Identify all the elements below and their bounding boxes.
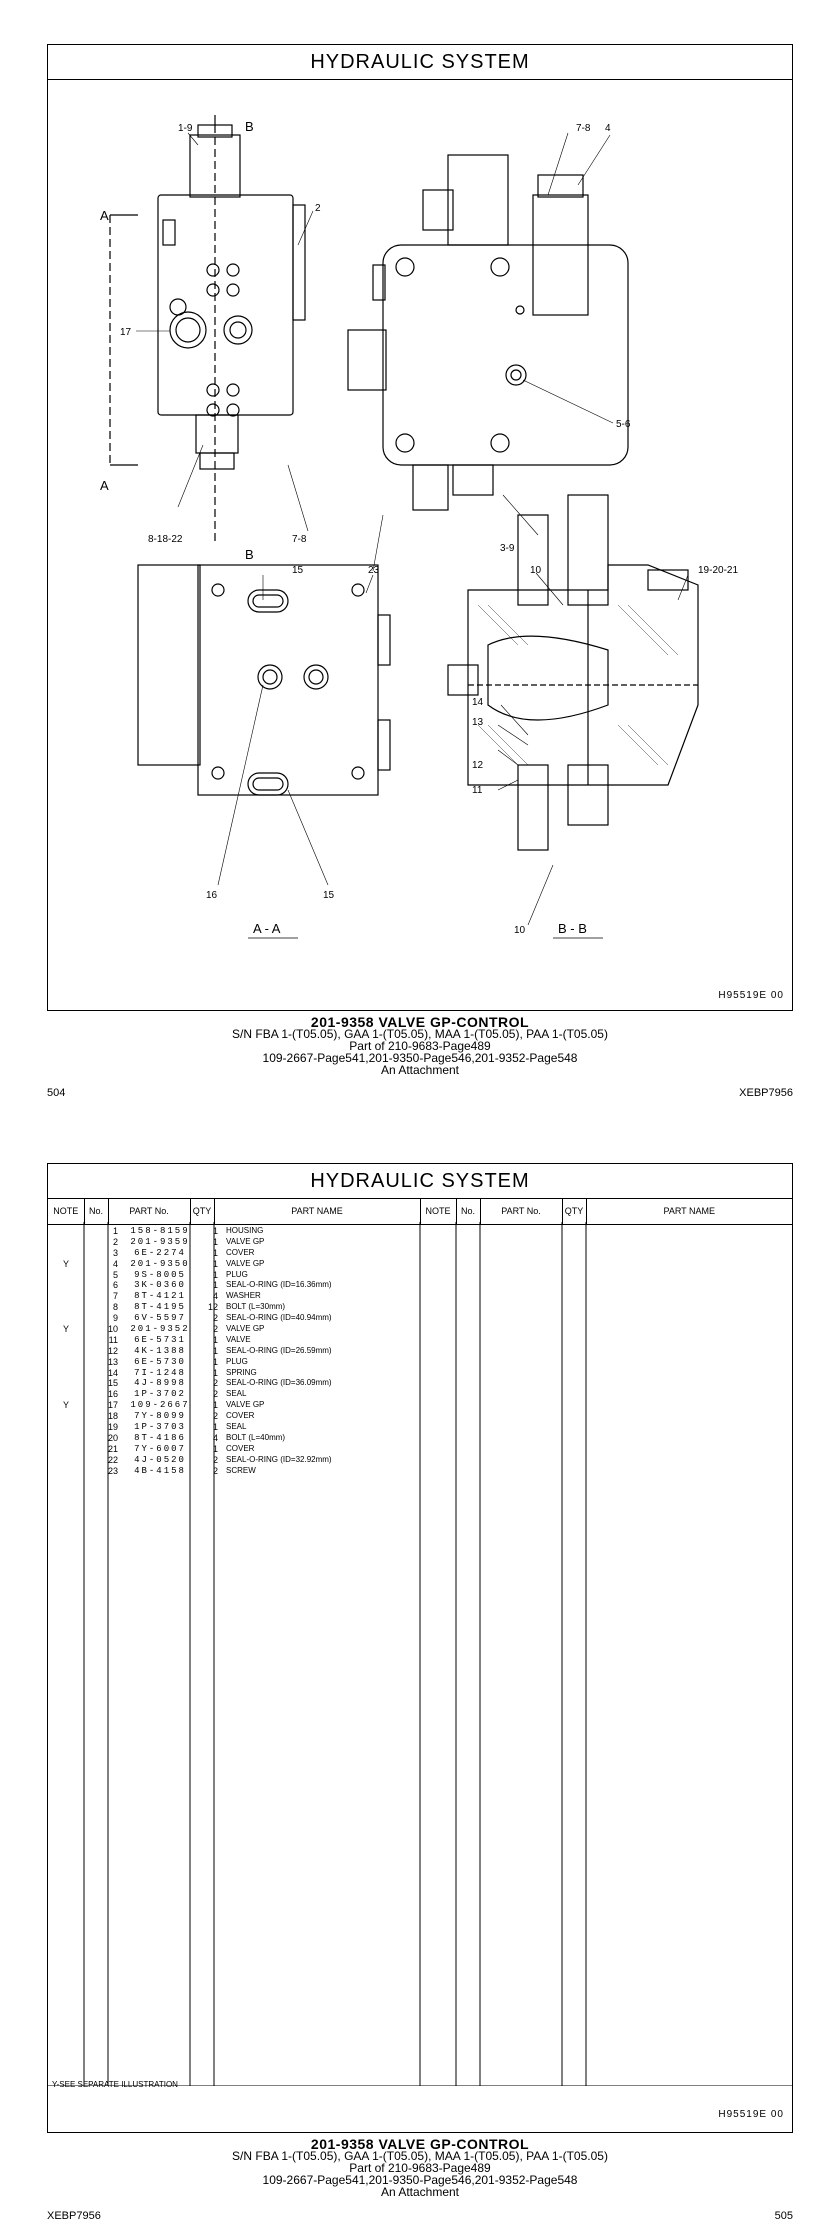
part-number-cell: 1P-3703 xyxy=(134,1422,186,1433)
quantity-cell: 1 xyxy=(212,1367,218,1378)
item-number-cell: 11 xyxy=(108,1334,118,1345)
item-number-cell: 6 xyxy=(112,1280,118,1291)
part-name-cell: COVER xyxy=(226,1411,255,1421)
part-name-cell: PLUG xyxy=(226,1269,248,1279)
table-row xyxy=(48,1259,428,1270)
part-name-cell: SEAL-O-RING (ID=36.09mm) xyxy=(226,1378,332,1388)
header-part-no-2: PART No. xyxy=(480,1198,562,1225)
item-number-cell: 9 xyxy=(112,1313,118,1324)
callout-1-9: 1-9 xyxy=(178,123,193,134)
caption-top xyxy=(0,1016,840,1076)
part-number-cell: 8T-4121 xyxy=(134,1291,186,1302)
table-row xyxy=(48,1422,428,1433)
part-number-cell: 4B-4158 xyxy=(134,1465,186,1476)
item-number-cell: 17 xyxy=(107,1400,118,1411)
callout-b-bottom: B xyxy=(245,547,254,562)
header-part-no: PART No. xyxy=(108,1198,190,1225)
callout-10-top: 10 xyxy=(530,565,542,576)
part-name-cell: COVER xyxy=(226,1443,255,1453)
caption-line: S/N FBA 1-(T05.05), GAA 1-(T05.05), MAA 1-(T05.05), PAA 1-(T05.05) xyxy=(232,2149,608,2163)
callout-11: 11 xyxy=(472,785,483,796)
table-row xyxy=(48,1357,428,1368)
part-number-cell: 201-9352 xyxy=(130,1324,190,1335)
callout-7-8-top: 7-8 xyxy=(576,123,591,134)
item-number-cell: 13 xyxy=(107,1356,118,1367)
quantity-cell: 2 xyxy=(212,1465,218,1476)
header-part-name-2: PART NAME xyxy=(586,1198,792,1225)
item-number-cell: 5 xyxy=(112,1269,118,1280)
part-name-cell: VALVE GP xyxy=(226,1400,265,1410)
callout-a-top: A xyxy=(100,208,109,223)
item-number-cell: 22 xyxy=(107,1454,118,1465)
part-name-cell: SEAL xyxy=(226,1389,247,1399)
quantity-cell: 1 xyxy=(212,1269,218,1280)
quantity-cell: 1 xyxy=(212,1422,218,1433)
header-qty-2: QTY xyxy=(562,1198,586,1225)
caption-line: 109-2667-Page541,201-9350-Page546,201-9352-Page548 xyxy=(262,2173,578,2187)
table-row xyxy=(48,1389,428,1400)
caption-line: An Attachment xyxy=(380,2185,460,2199)
part-name-cell: BOLT (L=40mm) xyxy=(226,1432,286,1442)
part-number-cell: 6E-5730 xyxy=(134,1356,186,1367)
top-body xyxy=(448,155,508,245)
part-name-cell: SCREW xyxy=(226,1465,256,1475)
part-name-cell: SEAL-O-RING (ID=26.59mm) xyxy=(226,1345,332,1355)
header-qty: QTY xyxy=(190,1198,214,1225)
callout-15-bottom: 15 xyxy=(323,890,335,901)
caption-title-2: 201-9358 VALVE GP-CONTROL xyxy=(310,2136,530,2152)
quantity-cell: 4 xyxy=(212,1291,218,1302)
page-number-right: 505 xyxy=(774,2210,793,2222)
callout-10-bottom: 10 xyxy=(514,925,526,936)
caption-line: 109-2667-Page541,201-9350-Page546,201-9352-Page548 xyxy=(262,1051,578,1065)
item-number-cell: 12 xyxy=(107,1345,118,1356)
relief-valve xyxy=(533,195,588,315)
quantity-cell: 1 xyxy=(212,1258,218,1269)
valve-body-front xyxy=(383,245,628,465)
callout-a-bottom: A xyxy=(100,478,109,493)
port-17 xyxy=(170,312,206,348)
callout-5-6: 5-6 xyxy=(616,419,631,430)
quantity-cell: 1 xyxy=(212,1247,218,1258)
part-number-cell: 6E-5731 xyxy=(134,1334,186,1345)
page-title-2: HYDRAULIC SYSTEM xyxy=(48,1164,792,1199)
part-number-cell: 158-8159 xyxy=(130,1226,190,1236)
part-name-cell: SEAL-O-RING (ID=32.92mm) xyxy=(226,1454,332,1464)
quantity-cell: 2 xyxy=(212,1378,218,1389)
callout-23: 23 xyxy=(368,565,380,576)
section-aa-label: A - A xyxy=(253,921,281,936)
table-row xyxy=(48,1411,428,1422)
quantity-cell: 2 xyxy=(212,1411,218,1422)
part-number-cell: 4J-0520 xyxy=(134,1454,186,1465)
header-no-2: No. xyxy=(456,1198,480,1225)
part-number-cell: 201-9359 xyxy=(130,1236,190,1247)
header-note-2: NOTE xyxy=(420,1198,456,1225)
callout-3-9: 3-9 xyxy=(500,543,515,554)
quantity-cell: 2 xyxy=(212,1324,218,1335)
part-number-cell: 3K-0360 xyxy=(134,1280,186,1291)
item-number-cell: 7 xyxy=(112,1291,118,1302)
caption-line: Part of 210-9683-Page489 xyxy=(349,2161,491,2175)
quantity-cell: 2 xyxy=(212,1454,218,1465)
quantity-cell: 1 xyxy=(212,1280,218,1291)
table-row xyxy=(48,1324,428,1335)
item-number-cell: 18 xyxy=(107,1411,118,1422)
table-row xyxy=(48,1313,428,1324)
illustration-code: H95519E 00 xyxy=(718,990,784,1001)
note-cell: Y xyxy=(62,1400,69,1411)
table-row xyxy=(48,1237,428,1248)
callout-4: 4 xyxy=(605,123,611,134)
quantity-cell: 2 xyxy=(212,1389,218,1400)
note-cell: Y xyxy=(62,1324,69,1335)
header-no: No. xyxy=(84,1198,108,1225)
item-number-cell: 3 xyxy=(112,1247,118,1258)
table-row xyxy=(48,1455,428,1466)
caption-title: 201-9358 VALVE GP-CONTROL xyxy=(310,1014,530,1030)
table-row xyxy=(48,1248,428,1259)
callout-15-top: 15 xyxy=(292,565,304,576)
caption-line: An Attachment xyxy=(380,1063,460,1077)
parts-table-header xyxy=(48,1198,792,1225)
quantity-cell: 1 xyxy=(212,1226,218,1236)
part-number-cell: 7Y-8099 xyxy=(134,1411,186,1422)
header-part-name: PART NAME xyxy=(214,1198,420,1225)
caption-line: Part of 210-9683-Page489 xyxy=(349,1039,491,1053)
callout-19-20-21: 19-20-21 xyxy=(698,565,739,576)
part-name-cell: SEAL xyxy=(226,1422,247,1432)
illustration-frame xyxy=(47,44,793,1011)
caption-bottom xyxy=(0,2138,840,2198)
item-number-cell: 8 xyxy=(112,1302,118,1313)
part-name-cell: VALVE GP xyxy=(226,1258,265,1268)
valve-illustration xyxy=(48,45,792,1010)
quantity-cell: 1 xyxy=(212,1236,218,1247)
part-number-cell: 6E-2274 xyxy=(134,1247,186,1258)
part-name-cell: BOLT (L=30mm) xyxy=(226,1302,286,1312)
catalog-code-left: XEBP7956 xyxy=(47,2210,101,2222)
item-number-cell: 20 xyxy=(107,1432,118,1443)
part-name-cell: VALVE xyxy=(226,1334,251,1344)
quantity-cell: 4 xyxy=(212,1432,218,1443)
quantity-cell: 1 xyxy=(212,1334,218,1345)
callout-8-18-22: 8-18-22 xyxy=(148,534,183,545)
part-number-cell: 9S-8005 xyxy=(134,1269,186,1280)
quantity-cell: 1 xyxy=(212,1443,218,1454)
table-row xyxy=(48,1346,428,1357)
quantity-cell: 12 xyxy=(207,1302,218,1313)
illustration-code-2: H95519E 00 xyxy=(718,2109,784,2120)
callout-17: 17 xyxy=(120,327,132,338)
part-number-cell: 4K-1388 xyxy=(134,1345,186,1356)
table-row xyxy=(48,1270,428,1281)
part-number-cell: 7Y-6007 xyxy=(134,1443,186,1454)
item-number-cell: 4 xyxy=(112,1258,118,1269)
part-name-cell: SEAL-O-RING (ID=40.94mm) xyxy=(226,1313,332,1323)
part-name-cell: SPRING xyxy=(226,1367,257,1377)
quantity-cell: 1 xyxy=(212,1400,218,1411)
page-title: HYDRAULIC SYSTEM xyxy=(48,45,792,80)
table-row xyxy=(48,1291,428,1302)
table-row xyxy=(48,1335,428,1346)
table-row xyxy=(48,1280,428,1291)
table-row xyxy=(48,1302,428,1313)
catalog-code-right: XEBP7956 xyxy=(739,1087,793,1099)
table-row xyxy=(48,1400,428,1411)
callout-2: 2 xyxy=(315,203,321,214)
section-bb-label: B - B xyxy=(558,921,587,936)
quantity-cell: 2 xyxy=(212,1313,218,1324)
part-number-cell: 7I-1248 xyxy=(134,1367,186,1378)
part-name-cell: COVER xyxy=(226,1247,255,1257)
item-number-cell: 23 xyxy=(107,1465,118,1476)
part-number-cell: 6V-5597 xyxy=(134,1313,186,1324)
item-number-cell: 16 xyxy=(107,1389,118,1400)
note-cell: Y xyxy=(62,1258,69,1269)
section-bb-body xyxy=(468,565,698,785)
quantity-cell: 1 xyxy=(212,1345,218,1356)
callout-13: 13 xyxy=(472,717,484,728)
valve-body-side xyxy=(158,195,293,415)
table-row xyxy=(48,1368,428,1379)
quantity-cell: 1 xyxy=(212,1356,218,1367)
part-name-cell: PLUG xyxy=(226,1356,248,1366)
table-row xyxy=(48,1226,428,1237)
part-name-cell: HOUSING xyxy=(226,1226,264,1235)
item-number-cell: 2 xyxy=(112,1236,118,1247)
callout-16: 16 xyxy=(206,890,218,901)
item-number-cell: 1 xyxy=(112,1226,118,1236)
item-number-cell: 10 xyxy=(107,1324,118,1335)
callout-7-8-bottom: 7-8 xyxy=(292,534,307,545)
callout-12: 12 xyxy=(472,760,484,771)
part-name-cell: VALVE GP xyxy=(226,1324,265,1334)
part-name-cell: VALVE GP xyxy=(226,1236,265,1246)
footnote: Y-SEE SEPARATE ILLUSTRATION xyxy=(52,2080,178,2089)
item-number-cell: 21 xyxy=(107,1443,118,1454)
parts-list-frame xyxy=(47,1163,793,2133)
part-number-cell: 201-9350 xyxy=(130,1258,190,1269)
part-name-cell: WASHER xyxy=(226,1291,261,1301)
callout-14: 14 xyxy=(472,697,484,708)
header-note: NOTE xyxy=(48,1198,84,1225)
callout-b-top: B xyxy=(245,119,254,134)
table-row xyxy=(48,1444,428,1455)
caption-line: S/N FBA 1-(T05.05), GAA 1-(T05.05), MAA 1-(T05.05), PAA 1-(T05.05) xyxy=(232,1027,608,1041)
table-row xyxy=(48,1433,428,1444)
item-number-cell: 15 xyxy=(107,1378,118,1389)
part-number-cell: 1P-3702 xyxy=(134,1389,186,1400)
item-number-cell: 19 xyxy=(107,1422,118,1433)
part-number-cell: 8T-4186 xyxy=(134,1432,186,1443)
parts-list xyxy=(48,1226,428,1476)
part-name-cell: SEAL-O-RING (ID=16.36mm) xyxy=(226,1280,332,1290)
part-number-cell: 4J-8998 xyxy=(134,1378,186,1389)
part-number-cell: 109-2667 xyxy=(130,1400,190,1411)
item-number-cell: 14 xyxy=(107,1367,118,1378)
part-number-cell: 8T-4195 xyxy=(134,1302,186,1313)
page-number-left: 504 xyxy=(47,1087,66,1099)
table-row xyxy=(48,1378,428,1389)
table-row xyxy=(48,1466,428,1477)
side-plate xyxy=(293,205,305,320)
